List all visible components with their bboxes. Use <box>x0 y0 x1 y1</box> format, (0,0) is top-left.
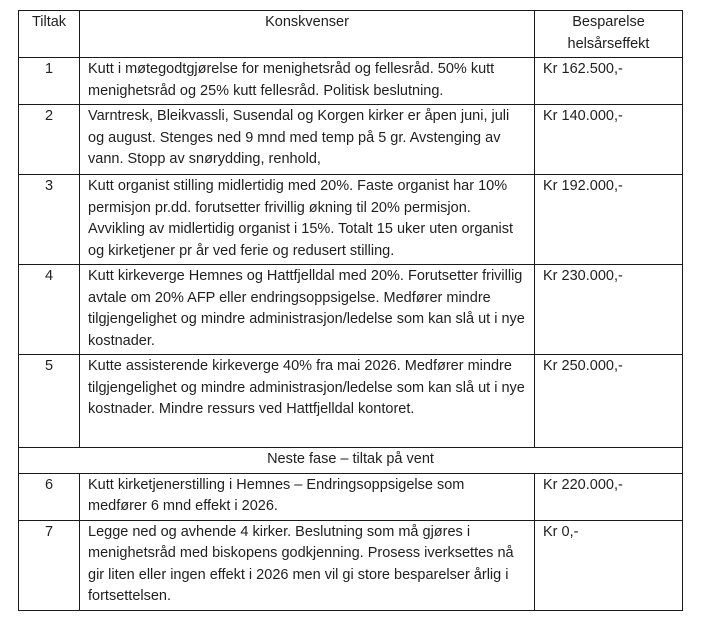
konskvenser-cell: Legge ned og avhende 4 kirker. Beslutning som må gjøres i menighetsråd med biskopens godkjenning. Prosess iverksettes nå gir liten eller ingen effekt i 2026 men vil gi store besparelser årlig i fortsettelsen. <box>80 520 535 610</box>
table-header-row <box>19 11 683 58</box>
table-row <box>19 175 683 265</box>
besparelse-cell: Kr 250.000,- <box>535 355 683 448</box>
table-body <box>19 58 683 611</box>
tiltak-cell: 2 <box>19 105 80 175</box>
table-row <box>19 105 683 175</box>
section-row <box>19 448 683 474</box>
tiltak-cell: 7 <box>19 520 80 610</box>
header-konskvenser: Konskvenser <box>80 11 535 58</box>
konskvenser-cell: Kutt i møtegodtgjørelse for menighetsråd og fellesråd. 50% kutt menighetsråd og 25% kutt fellesråd. Politisk beslutning. <box>80 58 535 105</box>
table-row <box>19 355 683 448</box>
besparelse-cell: Kr 0,- <box>535 520 683 610</box>
konskvenser-cell: Kutt organist stilling midlertidig med 20%. Faste organist har 10% permisjon pr.dd. forutsetter frivillig økning til 20% permisjon. Avvikling av midlertidig organist i 15%. Totalt 15 uker uten organist og kirketjener pr år ved ferie og redusert stilling. <box>80 175 535 265</box>
table-row <box>19 58 683 105</box>
besparelse-cell: Kr 162.500,- <box>535 58 683 105</box>
section-row-label: Neste fase – tiltak på vent <box>19 448 683 474</box>
tiltak-table <box>18 10 683 611</box>
header-besparelse: Besparelse helsårseffekt <box>535 11 683 58</box>
tiltak-cell: 4 <box>19 265 80 355</box>
konskvenser-cell: Kutt kirkeverge Hemnes og Hattfjelldal med 20%. Forutsetter frivillig avtale om 20% AFP eller endringsoppsigelse. Medfører mindre tilgjengelighet og mindre administrasjon/ledelse som kan slå ut i nye kostnader. <box>80 265 535 355</box>
besparelse-cell: Kr 192.000,- <box>535 175 683 265</box>
tiltak-cell: 3 <box>19 175 80 265</box>
besparelse-cell: Kr 140.000,- <box>535 105 683 175</box>
besparelse-cell: Kr 220.000,- <box>535 473 683 520</box>
konskvenser-cell: Varntresk, Bleikvassli, Susendal og Korgen kirker er åpen juni, juli og august. Stenges ned 9 mnd med temp på 5 gr. Avstenging av vann. Stopp av snørydding, renhold, <box>80 105 535 175</box>
besparelse-cell: Kr 230.000,- <box>535 265 683 355</box>
konskvenser-cell: Kutt kirketjenerstilling i Hemnes – Endringsoppsigelse som medfører 6 mnd effekt i 2026. <box>80 473 535 520</box>
tiltak-cell: 6 <box>19 473 80 520</box>
table-row <box>19 473 683 520</box>
table-row <box>19 265 683 355</box>
konskvenser-cell: Kutte assisterende kirkeverge 40% fra mai 2026. Medfører mindre tilgjengelighet og mindre administrasjon/ledelse som kan slå ut i nye kostnader. Mindre ressurs ved Hattfjelldal kontoret. <box>80 355 535 448</box>
table-row <box>19 520 683 610</box>
header-tiltak: Tiltak <box>19 11 80 58</box>
tiltak-cell: 1 <box>19 58 80 105</box>
tiltak-cell: 5 <box>19 355 80 448</box>
